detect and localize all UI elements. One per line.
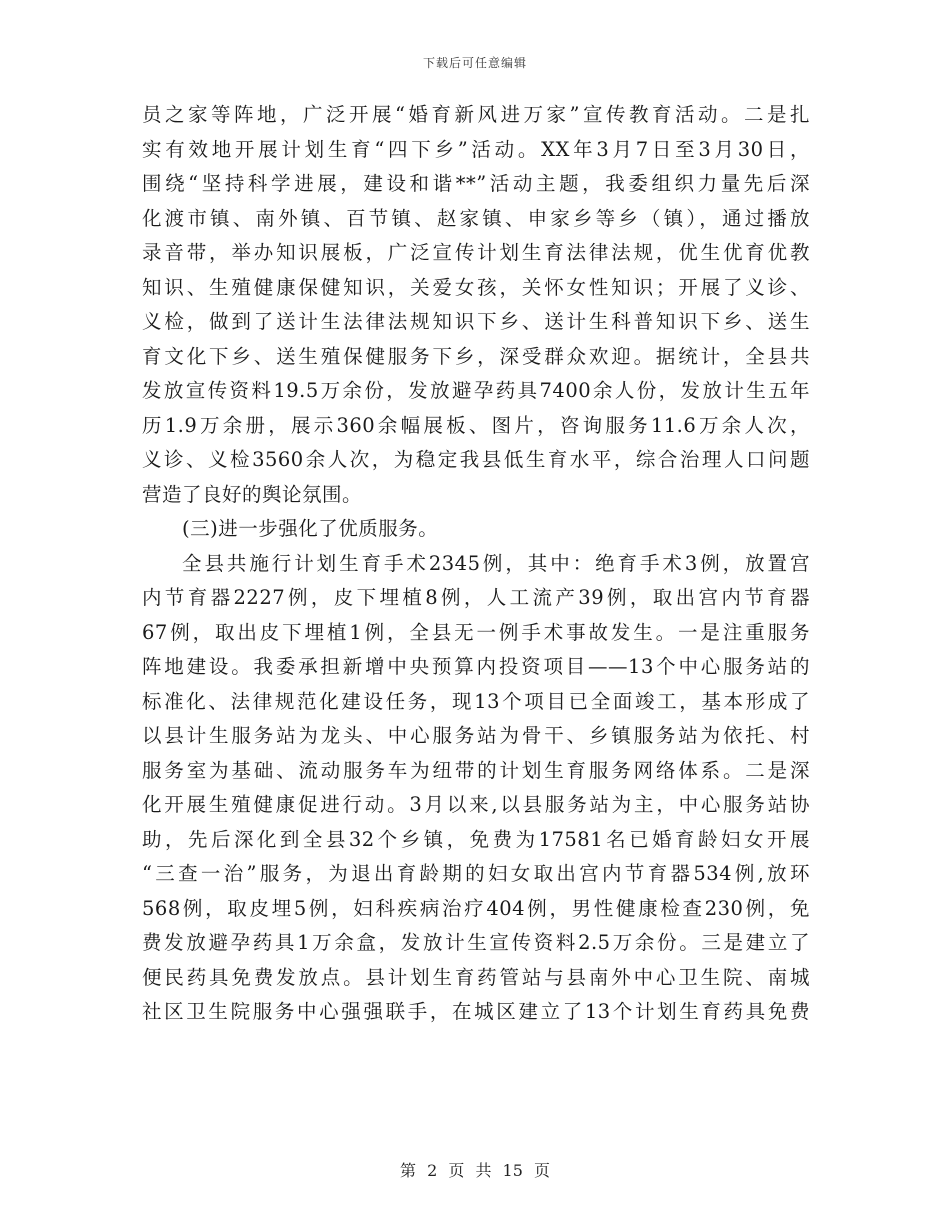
text-line: 知识、生殖健康保健知识，关爱女孩，关怀女性知识；开展了义诊、 xyxy=(142,275,810,299)
text-line: 社区卫生院服务中心强强联手，在城区建立了13个计划生育药具免费 xyxy=(142,1000,810,1023)
text-line: 化开展生殖健康促进行动。3月以来,以县服务站为主，中心服务站协 xyxy=(142,793,810,816)
text-line: 助，先后深化到全县32个乡镇，免费为17581名已婚育龄妇女开展 xyxy=(142,827,810,851)
text-line: 化渡市镇、南外镇、百节镇、赵家镇、申家乡等乡（镇），通过播放 xyxy=(142,206,810,230)
page-number: 第 2 页 共 15 页 xyxy=(400,1161,550,1180)
text-line: 以县计生服务站为龙头、中心服务站为骨干、乡镇服务站为依托、村 xyxy=(142,724,810,747)
section-heading: (三)进一步强化了优质服务。 xyxy=(182,517,439,540)
text-line: 服务室为基础、流动服务车为纽带的计划生育服务网络体系。二是深 xyxy=(142,758,810,782)
text-line: 实有效地开展计划生育“四下乡”活动。XX年3月7日至3月30日， xyxy=(142,137,810,161)
text-line: 义诊、义检3560余人次，为稳定我县低生育水平，综合治理人口问题 xyxy=(142,448,810,471)
text-line: 员之家等阵地，广泛开展“婚育新风进万家”宣传教育活动。二是扎 xyxy=(142,103,810,126)
text-line: 便民药具免费发放点。县计划生育药管站与县南外中心卫生院、南城 xyxy=(142,965,810,989)
text-line: 围绕“坚持科学进展，建设和谐**”活动主题，我委组织力量先后深 xyxy=(142,172,810,195)
text-line: 历1.9万余册，展示360余幅展板、图片，咨询服务11.6万余人次， xyxy=(142,413,810,437)
text-line: 全县共施行计划生育手术2345例，其中：绝育手术3例，放置宫 xyxy=(182,551,810,575)
page-header: 下载后可任意编辑 xyxy=(422,56,527,70)
text-line: 阵地建设。我委承担新增中央预算内投资项目——13个中心服务站的 xyxy=(142,655,810,678)
text-line: 营造了良好的舆论氛围。 xyxy=(142,482,363,506)
text-line: 义检，做到了送计生法律法规知识下乡、送计生科普知识下乡、送生 xyxy=(142,310,810,333)
text-line: 67例，取出皮下埋植1例，全县无一例手术事故发生。一是注重服务 xyxy=(142,620,810,644)
document-body xyxy=(142,98,810,1030)
text-line: 568例，取皮埋5例，妇科疾病治疗404例，男性健康检查230例，免 xyxy=(142,896,810,920)
text-line: 发放宣传资料19.5万余份，发放避孕药具7400余人份，发放计生五年 xyxy=(142,379,810,402)
text-line: 标准化、法律规范化建设任务，现13个项目已全面竣工，基本形成了 xyxy=(142,689,810,713)
text-line: 育文化下乡、送生殖保健服务下乡，深受群众欢迎。据统计，全县共 xyxy=(142,344,810,368)
text-line: 费发放避孕药具1万余盒，发放计生宣传资料2.5万余份。三是建立了 xyxy=(142,931,810,954)
text-line: “三查一治”服务，为退出育龄期的妇女取出宫内节育器534例,放环 xyxy=(142,862,810,885)
text-line: 内节育器2227例，皮下埋植8例，人工流产39例，取出宫内节育器 xyxy=(142,586,810,609)
text-line: 录音带，举办知识展板，广泛宣传计划生育法律法规，优生优育优教 xyxy=(142,241,810,264)
